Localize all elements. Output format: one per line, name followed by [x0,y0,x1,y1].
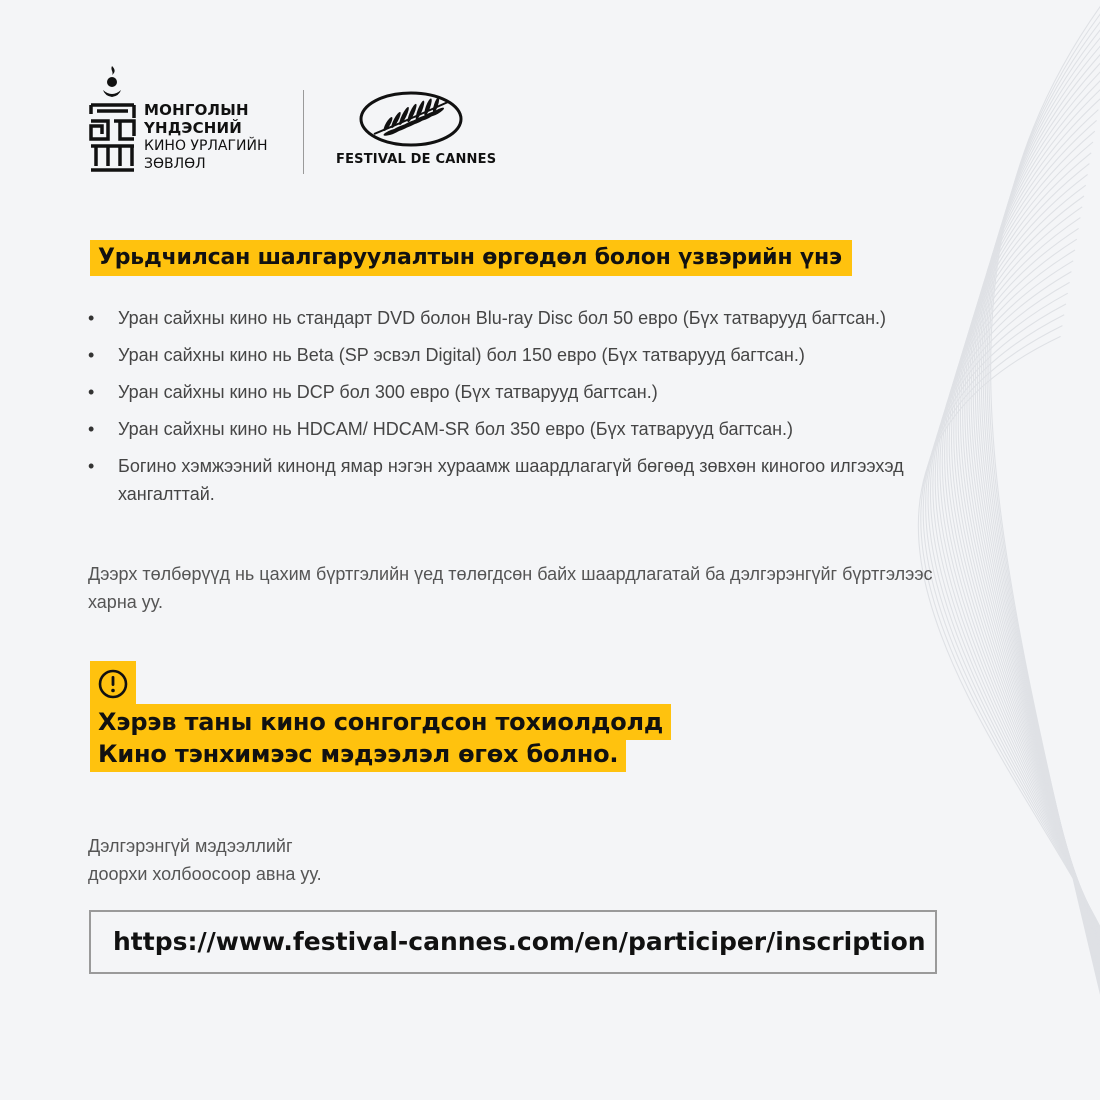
background-wave-line [958,153,1100,1063]
background-wave-line [956,164,1100,1059]
more-info-line-1: Дэлгэрэнгүй мэдээллийг [88,836,293,856]
background-wave-line [954,174,1100,1055]
list-item [88,378,968,406]
more-info-line-2: доорхи холбоосоор авна уу. [88,864,322,884]
logo-line-3: КИНО УРЛАГИЙН [144,138,268,154]
bullet-marker: • [88,345,95,365]
bullet-marker: • [88,382,95,402]
background-wave-line [987,2,1100,1100]
background-wave-line [971,88,1100,1084]
bullet-marker: • [88,456,95,476]
logo-line-4: ЗӨВЛӨЛ [144,156,206,172]
background-wave-line [991,0,1100,1100]
cannes-logo-text: FESTIVAL DE CANNES [336,152,497,167]
bullet-marker: • [88,308,95,328]
soyombo-emblem-icon [88,66,144,176]
logo-line-1: МОНГОЛЫН [144,101,249,119]
registration-link[interactable]: https://www.festival-cannes.com/en/participer/inscription [89,910,937,974]
list-item-text: Уран сайхны кино нь стандарт DVD болон Blu-ray Disc бол 50 евро (Бүх татварууд багтсан.) [118,308,887,328]
logo-line-2: ҮНДЭСНИЙ [144,119,243,137]
logo-divider [303,90,304,174]
warning-line-2: Кино тэнхимээс мэдээлэл өгөх болно. [90,736,626,772]
bullet-marker: • [88,419,95,439]
festival-de-cannes-logo [330,88,500,174]
list-item [88,415,968,443]
list-item [88,304,968,332]
list-item-text: Богино хэмжээний кинонд ямар нэгэн хураамж шаардлагагүй бөгөөд зөвхөн киногоо илгээхэд хангалттай. [118,456,904,504]
exclamation-circle-icon [90,661,136,707]
warning-badge [90,661,136,707]
background-wave-line [979,45,1100,1099]
list-item-text: Уран сайхны кино нь Beta (SP эсвэл Digital) бол 150 евро (Бүх татварууд багтсан.) [118,345,805,365]
background-wave-line [973,77,1100,1087]
list-item-text: Уран сайхны кино нь HDCAM/ HDCAM-SR бол 350 евро (Бүх татварууд багтсан.) [118,419,794,439]
list-item [88,341,968,369]
warning-line-1: Хэрэв таны кино сонгогдсон тохиолдолд [90,704,671,740]
more-info-text [88,832,322,888]
price-list [88,304,968,517]
background-wave-line [969,99,1100,1081]
palm-branch-icon [358,90,464,148]
list-item-text: Уран сайхны кино нь DCP бол 300 евро (Бүх татварууд багтсан.) [118,382,658,402]
section-heading: Урьдчилсан шалгаруулалтын өргөдөл болон үзвэрийн үнэ [90,240,852,276]
mongolian-film-council-logo [88,66,278,176]
list-item [88,452,968,508]
payment-note: Дээрх төлбөрүүд нь цахим бүртгэлийн үед төлөгдсөн байх шаардлагатай ба дэлгэрэнгүйг бүртгэлээс харна уу. [88,564,933,612]
